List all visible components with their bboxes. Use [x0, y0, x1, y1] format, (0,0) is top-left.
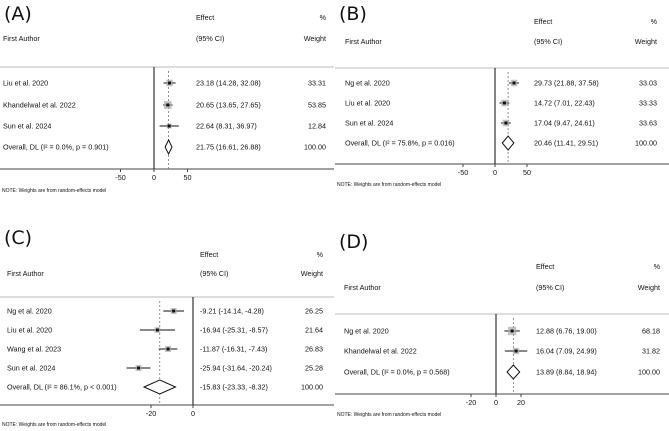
overall-diamond	[502, 136, 514, 150]
x-tick-label: 20	[517, 398, 525, 407]
overall-weight: 100.00	[301, 382, 323, 392]
study-effect: -16.94 (-25.31, -8.57)	[200, 325, 268, 335]
study-effect: 16.04 (7.09, 24.99)	[536, 346, 597, 356]
study-effect: 12.88 (6.76, 19.00)	[536, 326, 597, 336]
panel-label: (B)	[339, 3, 367, 25]
footnote: NOTE: Weights are from random-effects model	[2, 422, 107, 428]
header-first-author: First Author	[345, 37, 382, 46]
overall-effect: 21.75 (16.61, 26.88)	[196, 142, 261, 152]
study-author: Ng et al. 2020	[344, 326, 389, 336]
study-author: Ng et al. 2020	[345, 78, 390, 88]
point-estimate	[137, 367, 140, 370]
point-estimate	[515, 350, 518, 353]
header-percent: %	[316, 250, 323, 259]
point-estimate	[167, 348, 170, 351]
forest-plot-d-svg	[335, 215, 669, 431]
study-weight: 33.31	[308, 78, 326, 88]
header-first-author: First Author	[7, 269, 44, 278]
overall-diamond	[507, 365, 520, 379]
study-author: Sun et al. 2024	[7, 363, 56, 373]
header-percent: %	[319, 13, 326, 22]
x-tick-label: 50	[523, 168, 531, 177]
study-author: Khandelwal et al. 2022	[3, 100, 76, 110]
point-estimate	[168, 82, 171, 85]
study-effect: 14.72 (7.01, 22.43)	[534, 98, 595, 108]
study-effect: -25.94 (-31.64, -20.24)	[200, 363, 272, 373]
study-weight: 31.82	[642, 346, 660, 356]
x-tick-label: -20	[145, 409, 157, 418]
x-tick-label: 50	[183, 173, 192, 182]
x-tick-label: -50	[115, 173, 126, 182]
study-weight: 25.28	[305, 363, 323, 373]
overall-label: Overall, DL (I² = 0.0%, p = 0.901)	[3, 142, 109, 152]
study-author: Liu et al. 2020	[345, 98, 391, 108]
point-estimate	[168, 125, 171, 128]
study-weight: 33.03	[639, 78, 657, 88]
overall-label: Overall, DL (I² = 75.8%, p = 0.016)	[345, 138, 455, 148]
study-author: Ng et al. 2020	[7, 306, 52, 316]
footnote: NOTE: Weights are from random-effects model	[337, 182, 442, 188]
study-effect: -11.87 (-16.31, -7.43)	[200, 344, 268, 354]
overall-weight: 100.00	[635, 138, 657, 148]
header-first-author: First Author	[3, 34, 40, 43]
header-weight: Weight	[303, 34, 326, 43]
overall-weight: 100.00	[304, 142, 326, 152]
point-estimate	[513, 82, 516, 85]
overall-effect: -15.83 (-23.33, -8.32)	[200, 382, 268, 392]
point-estimate	[511, 330, 514, 333]
point-estimate	[156, 329, 159, 332]
point-estimate	[503, 102, 506, 105]
x-tick-label: 0	[191, 409, 195, 418]
forest-plot-c	[0, 215, 334, 431]
header-first-author: First Author	[344, 283, 381, 292]
study-author: Liu et al. 2020	[3, 78, 49, 88]
panel-label: (A)	[4, 3, 32, 25]
overall-label: Overall, DL (I² = 86.1%, p < 0.001)	[7, 382, 117, 392]
point-estimate	[166, 104, 169, 107]
study-effect: -9.21 (-14.14, -4.28)	[200, 306, 264, 316]
header-effect: Effect	[536, 262, 555, 271]
overall-effect: 20.46 (11.41, 29.51)	[534, 138, 599, 148]
study-weight: 33.33	[639, 98, 657, 108]
panel-label: (D)	[339, 231, 369, 253]
overall-weight: 100.00	[638, 367, 660, 377]
overall-label: Overall, DL (I² = 0.0%, p = 0.568)	[344, 367, 450, 377]
study-effect: 29.73 (21.88, 37.58)	[534, 78, 599, 88]
overall-diamond	[144, 380, 176, 394]
forest-plot-b-svg	[335, 0, 669, 215]
x-tick-label: 0	[494, 398, 498, 407]
study-effect: 23.18 (14.28, 32.08)	[196, 78, 261, 88]
study-weight: 33.63	[639, 118, 657, 128]
header-percent: %	[653, 262, 660, 271]
study-weight: 21.64	[305, 325, 323, 335]
header-weight: Weight	[634, 37, 657, 46]
header-effect: Effect	[196, 13, 215, 22]
study-effect: 22.64 (8.31, 36.97)	[196, 121, 257, 131]
forest-plot-a	[0, 0, 334, 215]
header-effect: Effect	[534, 17, 553, 26]
study-weight: 68.18	[642, 326, 660, 336]
study-weight: 26.83	[305, 344, 323, 354]
forest-plot-b	[335, 0, 669, 215]
header-weight: Weight	[637, 283, 660, 292]
study-effect: 20.65 (13.65, 27.65)	[196, 100, 261, 110]
study-weight: 12.84	[308, 121, 326, 131]
overall-effect: 13.89 (8.84, 18.94)	[536, 367, 597, 377]
panel-label: (C)	[4, 227, 33, 249]
study-author: Wang et al. 2023	[7, 344, 62, 354]
study-author: Sun et al. 2024	[3, 121, 52, 131]
forest-plot-d	[335, 215, 669, 431]
study-author: Khandelwal et al. 2022	[344, 346, 417, 356]
header-ci: (95% CI)	[200, 269, 229, 278]
footnote: NOTE: Weights are from random-effects model	[2, 188, 107, 194]
header-weight: Weight	[300, 269, 323, 278]
x-tick-label: -20	[465, 398, 477, 407]
forest-plot-c-svg	[0, 215, 334, 431]
header-percent: %	[650, 17, 657, 26]
study-weight: 26.25	[305, 306, 323, 316]
header-ci: (95% CI)	[196, 34, 225, 43]
x-tick-label: 0	[493, 168, 497, 177]
point-estimate	[172, 310, 175, 313]
header-ci: (95% CI)	[536, 283, 565, 292]
study-weight: 53.85	[308, 100, 326, 110]
overall-diamond	[165, 140, 172, 154]
header-ci: (95% CI)	[534, 37, 563, 46]
study-author: Liu et al. 2020	[7, 325, 53, 335]
study-author: Sun et al. 2024	[345, 118, 394, 128]
point-estimate	[504, 122, 507, 125]
study-effect: 17.04 (9.47, 24.61)	[534, 118, 595, 128]
x-tick-label: -50	[457, 168, 469, 177]
footnote: NOTE: Weights are from random-effects model	[337, 412, 442, 418]
forest-plot-a-svg	[0, 0, 334, 215]
header-effect: Effect	[200, 250, 219, 259]
x-tick-label: 0	[152, 173, 156, 182]
